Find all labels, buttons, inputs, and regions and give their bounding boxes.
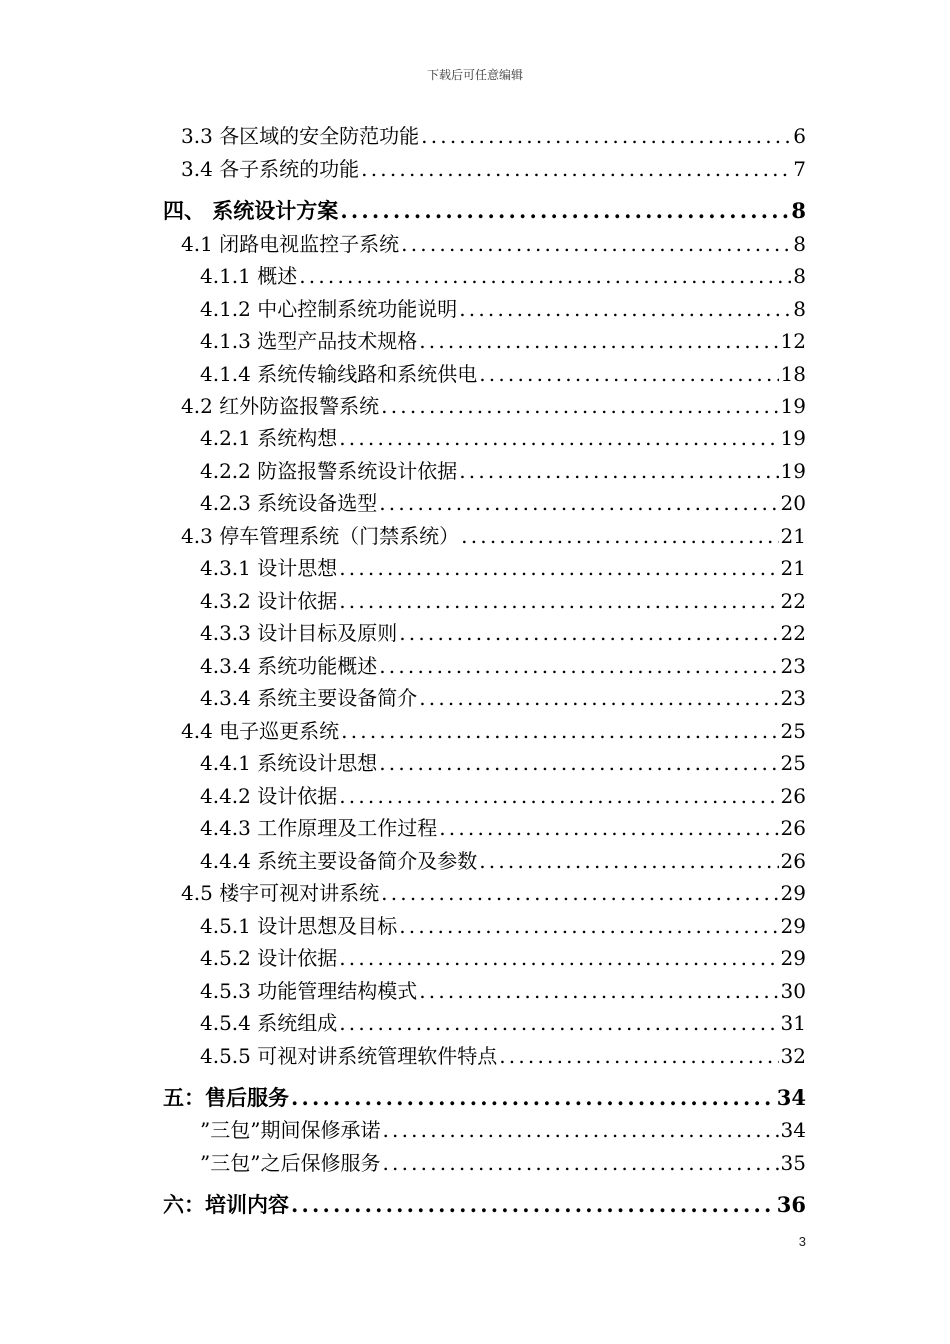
toc-entry-label: 五：售后服务 xyxy=(163,1085,289,1110)
toc-leader-dots xyxy=(417,325,778,357)
toc-entry-page: 25 xyxy=(780,719,806,743)
toc-leader-dots xyxy=(377,650,778,682)
toc-leader-dots xyxy=(337,780,778,812)
toc-leader-dots xyxy=(497,1040,778,1072)
toc-entry-label: 4.1.4 系统传输线路和系统供电 xyxy=(200,362,478,386)
toc-entry-label: 4.3.2 设计依据 xyxy=(200,589,338,613)
toc-entry-page: 29 xyxy=(780,914,806,938)
toc-entry-label: 4.3.1 设计思想 xyxy=(200,556,338,580)
toc-entry[interactable] xyxy=(200,942,806,974)
toc-entry-page: 8 xyxy=(791,198,806,223)
toc-entry-label: 4.2.3 系统设备选型 xyxy=(200,491,378,515)
toc-leader-dots xyxy=(297,260,791,292)
toc-entry-page: 26 xyxy=(780,816,806,840)
toc-leader-dots xyxy=(477,845,778,877)
toc-entry-page: 8 xyxy=(793,297,806,321)
toc-entry[interactable] xyxy=(200,812,806,844)
toc-leader-dots xyxy=(337,1007,778,1039)
toc-leader-dots xyxy=(417,682,778,714)
toc-entry-page: 19 xyxy=(780,426,806,450)
toc-leader-dots xyxy=(339,715,778,747)
toc-entry-page: 35 xyxy=(780,1151,806,1175)
toc-entry[interactable] xyxy=(200,747,806,779)
toc-entry-page: 21 xyxy=(780,524,806,548)
toc-entry-label: 4.5.1 设计思想及目标 xyxy=(200,914,398,938)
toc-entry[interactable] xyxy=(200,260,806,292)
toc-entry-page: 34 xyxy=(776,1085,806,1110)
toc-entry[interactable] xyxy=(200,325,806,357)
toc-entry-page: 20 xyxy=(780,491,806,515)
toc-entry-page: 36 xyxy=(776,1192,806,1217)
toc-entry[interactable] xyxy=(200,1007,806,1039)
toc-entry[interactable] xyxy=(200,910,806,942)
toc-entry[interactable] xyxy=(200,650,806,682)
toc-entry-label: 4.3.4 系统主要设备简介 xyxy=(200,686,418,710)
toc-entry-label: 4.5 楼宇可视对讲系统 xyxy=(181,881,380,905)
toc-leader-dots xyxy=(337,422,778,454)
toc-leader-dots xyxy=(289,1082,775,1114)
toc-entry[interactable] xyxy=(181,877,806,909)
toc-leader-dots xyxy=(379,390,778,422)
toc-entry-label: 4.2.2 防盗报警系统设计依据 xyxy=(200,459,458,483)
toc-entry[interactable] xyxy=(200,422,806,454)
toc-leader-dots xyxy=(380,1114,778,1146)
toc-leader-dots xyxy=(377,487,778,519)
toc-entry-label: 4.4.1 系统设计思想 xyxy=(200,751,378,775)
toc-entry[interactable] xyxy=(200,293,806,325)
page-header: 下载后可任意编辑 xyxy=(426,68,523,82)
toc-entry-page: 29 xyxy=(780,946,806,970)
toc-entry-label: 4.2.1 系统构想 xyxy=(200,426,338,450)
toc-entry-label: 4.4.3 工作原理及工作过程 xyxy=(200,816,438,840)
toc-entry[interactable] xyxy=(200,552,806,584)
toc-entry[interactable] xyxy=(163,1082,806,1114)
toc-leader-dots xyxy=(289,1189,775,1221)
toc-entry[interactable] xyxy=(181,120,806,152)
toc-entry[interactable] xyxy=(200,1114,806,1146)
toc-entry-page: 31 xyxy=(780,1011,806,1035)
toc-entry[interactable] xyxy=(200,682,806,714)
toc-entry-label: ”三包”期间保修承诺 xyxy=(200,1118,381,1142)
toc-entry-label: 四、 系统设计方案 xyxy=(163,198,339,223)
toc-leader-dots xyxy=(377,747,778,779)
toc-entry-label: ”三包”之后保修服务 xyxy=(200,1151,381,1175)
toc-entry-page: 25 xyxy=(780,751,806,775)
page-number: 3 xyxy=(798,1234,806,1249)
toc-entry-label: 4.3 停车管理系统（门禁系统） xyxy=(181,524,460,548)
toc-leader-dots xyxy=(337,942,778,974)
toc-entry-page: 26 xyxy=(780,784,806,808)
toc-entry-label: 4.4 电子巡更系统 xyxy=(181,719,340,743)
toc-entry-page: 21 xyxy=(780,556,806,580)
toc-entry-label: 4.1 闭路电视监控子系统 xyxy=(181,232,400,256)
toc-entry-label: 4.4.2 设计依据 xyxy=(200,784,338,808)
toc-entry-page: 23 xyxy=(780,686,806,710)
toc-entry-label: 4.5.2 设计依据 xyxy=(200,946,338,970)
toc-entry-label: 4.5.5 可视对讲系统管理软件特点 xyxy=(200,1044,498,1068)
toc-entry[interactable] xyxy=(200,1147,806,1179)
toc-entry-page: 8 xyxy=(793,264,806,288)
toc-entry[interactable] xyxy=(200,780,806,812)
toc-entry[interactable] xyxy=(181,715,806,747)
toc-leader-dots xyxy=(338,195,789,227)
toc-entry-label: 4.4.4 系统主要设备简介及参数 xyxy=(200,849,478,873)
toc-entry-page: 34 xyxy=(780,1118,806,1142)
toc-entry[interactable] xyxy=(200,617,806,649)
toc-entry[interactable] xyxy=(163,195,806,227)
toc-entry-label: 4.1.2 中心控制系统功能说明 xyxy=(200,297,458,321)
toc-entry[interactable] xyxy=(200,358,806,390)
toc-leader-dots xyxy=(477,358,778,390)
toc-entry[interactable] xyxy=(163,1189,806,1221)
toc-entry[interactable] xyxy=(200,845,806,877)
toc-entry-page: 32 xyxy=(780,1044,806,1068)
toc-entry-page: 6 xyxy=(793,124,806,148)
toc-entry[interactable] xyxy=(181,520,806,552)
toc-entry-label: 4.1.1 概述 xyxy=(200,264,298,288)
toc-leader-dots xyxy=(457,293,791,325)
toc-leader-dots xyxy=(417,975,778,1007)
toc-leader-dots xyxy=(379,877,778,909)
toc-entry-page: 19 xyxy=(780,394,806,418)
toc-entry-label: 六：培训内容 xyxy=(163,1192,289,1217)
toc-leader-dots xyxy=(337,585,778,617)
toc-leader-dots xyxy=(459,520,778,552)
toc-entry-label: 3.3 各区域的安全防范功能 xyxy=(181,124,420,148)
toc-entry[interactable] xyxy=(181,390,806,422)
toc-entry-label: 4.1.3 选型产品技术规格 xyxy=(200,329,418,353)
toc-entry-page: 7 xyxy=(793,157,806,181)
toc-leader-dots xyxy=(359,153,791,185)
toc-entry[interactable] xyxy=(181,153,806,185)
toc-entry-label: 4.2 红外防盗报警系统 xyxy=(181,394,380,418)
toc-entry-label: 4.3.3 设计目标及原则 xyxy=(200,621,398,645)
toc-entry-page: 22 xyxy=(780,621,806,645)
toc-leader-dots xyxy=(380,1147,778,1179)
toc-leader-dots xyxy=(437,812,778,844)
toc-entry-page: 30 xyxy=(780,979,806,1003)
toc-entry[interactable] xyxy=(200,585,806,617)
toc-entry[interactable] xyxy=(200,975,806,1007)
toc-entry-page: 29 xyxy=(780,881,806,905)
toc-entry-label: 4.5.3 功能管理结构模式 xyxy=(200,979,418,1003)
toc-entry-label: 4.5.4 系统组成 xyxy=(200,1011,338,1035)
toc-leader-dots xyxy=(397,617,778,649)
toc-entry-page: 23 xyxy=(780,654,806,678)
toc-leader-dots xyxy=(399,228,791,260)
toc-entry-page: 18 xyxy=(780,362,806,386)
toc-leader-dots xyxy=(457,455,778,487)
toc-entry[interactable] xyxy=(181,228,806,260)
toc-entry-label: 4.3.4 系统功能概述 xyxy=(200,654,378,678)
toc-entry-page: 12 xyxy=(780,329,806,353)
toc-entry-page: 19 xyxy=(780,459,806,483)
toc-entry-label: 3.4 各子系统的功能 xyxy=(181,157,360,181)
toc-entry[interactable] xyxy=(200,487,806,519)
toc-entry[interactable] xyxy=(200,455,806,487)
toc-leader-dots xyxy=(397,910,778,942)
toc-leader-dots xyxy=(419,120,791,152)
toc-entry-page: 8 xyxy=(793,232,806,256)
toc-entry-page: 26 xyxy=(780,849,806,873)
toc-leader-dots xyxy=(337,552,778,584)
toc-entry-page: 22 xyxy=(780,589,806,613)
toc-entry[interactable] xyxy=(200,1040,806,1072)
